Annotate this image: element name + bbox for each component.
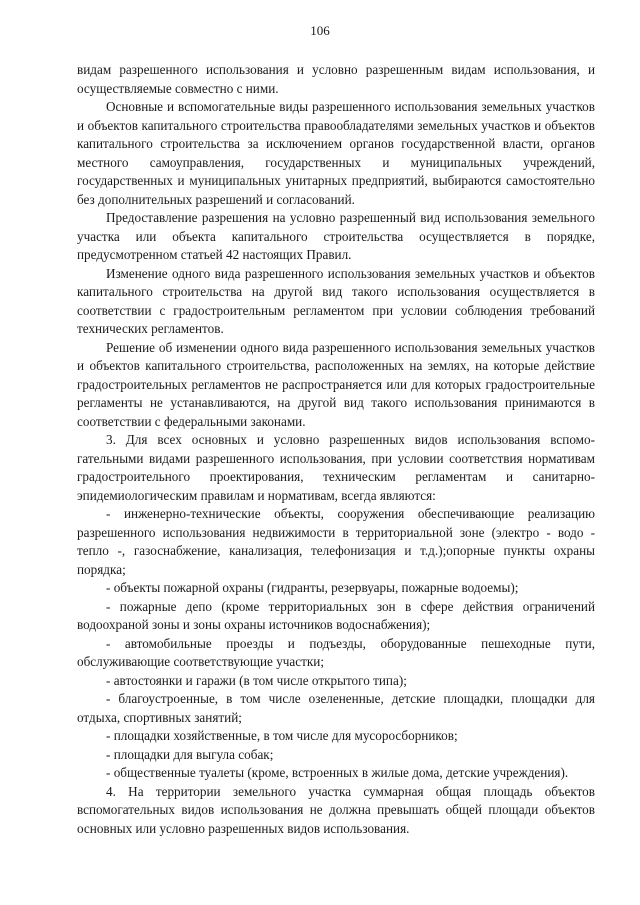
list-item-utility-areas: - площадки хозяйственные, в том числе для мусоросборников; bbox=[106, 728, 458, 743]
list-item-public-toilets: - общественные туалеты (кроме, встроенных в жилые дома, детские учреждения). bbox=[106, 765, 569, 780]
paragraph-conditional-permit: Предоставление разрешения на условно разрешенный вид использования земельного участка или объекта капитального строительства осуществляется в порядке, предусмотренном статьей 42 настоящих Правил. bbox=[77, 210, 595, 262]
list-item-fire-depots: - пожарные депо (кроме территориальных зон в сфере действия ограничений водоохраной зоны и зоны охраны источников водоснабжения); bbox=[77, 598, 595, 632]
list-item-parking: - автостоянки и гаражи (в том числе открытого типа); bbox=[106, 672, 407, 688]
paragraph-use-change: Изменение одного вида разрешенного использования земельных участков и объектов капитального строительства на другой вид такого использования осуществляется в соответствии с градостроительным регламентом при условии соблюдения требований технических регламентов. bbox=[77, 265, 595, 336]
list-item-dog-areas: - площадки для выгула собак; bbox=[106, 746, 274, 762]
paragraph-continuation: видам разрешенного использования и условно разрешенным видам использования, и осуществляемые совместно с ними. bbox=[77, 62, 595, 96]
list-item-playgrounds: - благоустроенные, в том числе озелененные, детские площадки, площадки для отдыха, спортивных занятий; bbox=[77, 691, 595, 725]
paragraph-section-3: 3. Для всех основных и условно разрешенных видов использования вспомо-гательными видами разрешенного использования, при условии соответствия нормативам градостроительного проектирования, техническим регламентам и санитарно-эпидемиологическим правилам и нормативам, всегда являются: bbox=[77, 432, 595, 503]
list-item-fire-protection: - объекты пожарной охраны (гидранты, резервуары, пожарные водоемы); bbox=[106, 580, 519, 595]
list-item-driveways: - автомобильные проезды и подъезды, оборудованные пешеходные пути, обслуживающие соответствующие участки; bbox=[77, 635, 595, 669]
page-number: 106 bbox=[310, 23, 330, 38]
paragraph-federal-laws: Решение об изменении одного вида разрешенного использования земельных участков и объектов капитального строительства, расположенных на землях, на которые действие градостроительных регламентов не распространяется или для которых градостроительные регламенты не устанавливаются, на другой вид такого использования принимаются в соответствии с федеральными законами. bbox=[77, 339, 595, 429]
paragraph-section-4: 4. На территории земельного участка суммарная общая площадь объектов вспомогательных видов использования не должна превышать общей площади объектов основных или условно разрешенных видов использования. bbox=[77, 783, 595, 836]
paragraph-main-auxiliary-uses: Основные и вспомогательные виды разрешенного использования земельных участков и объектов капитального строительства правообладателями земельных участков и объектов капитального строительства за исключением органов государственной власти, органов местного самоуправления, государственных и муниципальных учреждений, государственных и муниципальных унитарных предприятий, выбираются самостоятельно без дополнительных разрешений и согласований. bbox=[77, 99, 595, 207]
body-text bbox=[77, 61, 595, 838]
list-item-engineering-objects: - инженерно-технические объекты, сооружения обеспечивающие реализацию разрешенного использования недвижимости в территориальной зоне (электро - водо - тепло -, газоснабжение, канализация, телефонизация и т.д.);опорные пункты охраны порядка; bbox=[77, 506, 595, 577]
